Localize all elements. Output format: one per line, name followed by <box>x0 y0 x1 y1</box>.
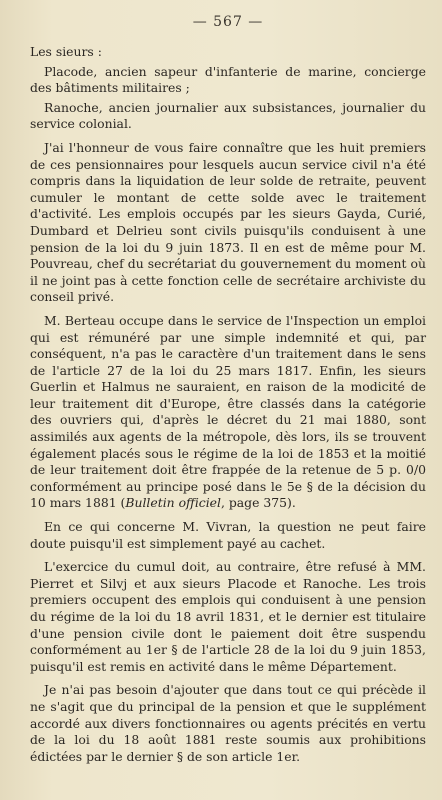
page-number: — 567 — <box>192 14 264 30</box>
paragraph-ranoche: Ranoche, ancien journalier aux subsistances, journalier du service colonial. <box>30 99 426 132</box>
paragraph-intro: Les sieurs : <box>30 44 102 59</box>
bulletin-reference-tail: , page 375). <box>220 495 296 511</box>
paragraph-placode: Placode, ancien sapeur d'infanterie de marine, concierge des bâtiments militaires ; <box>30 63 426 96</box>
paragraph-conclusion: Je n'ai pas besoin d'ajouter que dans tout ce qui précède il ne s'agit que du principal de la pension et que le supplément accordé aux divers fonctionnaires ou agents précités en vertu de la loi du 18 août 1881 reste soumis aux prohibitions édictées par le dernier § de son article 1er. <box>30 682 426 764</box>
bulletin-reference: Bulletin officiel <box>125 495 221 511</box>
paragraph-berteau-text: M. Berteau occupe dans le service de l'Inspection un emploi qui est rémunéré par une simple indemnité et qui, par conséquent, n'a pas le caractère d'un traitement dans le sens de l'article 27 de la loi du 25 mars 1817. Enfin, les sieurs Guerlin et Halmus ne sauraient, en raison de la modicité de leur traitement dit d'Europe, être classés dans la catégorie des ouvriers qui, d'après le décret du 21 mai 1880, sont assimilés aux agents de la métropole, dès lors, ils se trouvent également placés sous le régime de la loi de 1853 et la moitié de leur traitement doit être frappée de la retenue de 5 p. 0/0 conformément au principe posé dans le 5e § de la décision du 10 mars 1881 ( <box>30 312 426 511</box>
paragraph-vivran: En ce qui concerne M. Vivran, la question ne peut faire doute puisqu'il est simplement payé au cachet. <box>30 519 426 551</box>
paragraph-cumul-eligible: J'ai l'honneur de vous faire connaître que les huit premiers de ces pensionnaires pour lesquels aucun service civil n'a été compris dans la liquidation de leur solde de retraite, peuvent cumuler le montant de cette solde avec le traitement d'activité. Les emplois occupés par les sieurs Gayda, Curié, Dumbard et Delrieu sont civils puisqu'ils conduisent à une pension de la loi du 9 juin 1873. Il en est de même pour M. Pouvreau, chef du secrétariat du gouvernement du moment où il ne joint pas à cette fonction celle de secrétaire archiviste du conseil privé. <box>30 139 426 305</box>
paragraph-cumul-refused: L'exercice du cumul doit, au contraire, être refusé à MM. Pierret et Silvj et aux sieurs Placode et Ranoche. Les trois premiers occupent des emplois qui conduisent à une pension du régime de la loi du 18 avril 1831, et le dernier est titulaire d'une pension civile dont le paiement doit être suspendu conformément au 1er § de l'article 28 de la loi du 9 juin 1853, puisqu'il est remis en activité dans le même Département. <box>30 559 426 674</box>
paragraph-berteau <box>30 313 426 512</box>
